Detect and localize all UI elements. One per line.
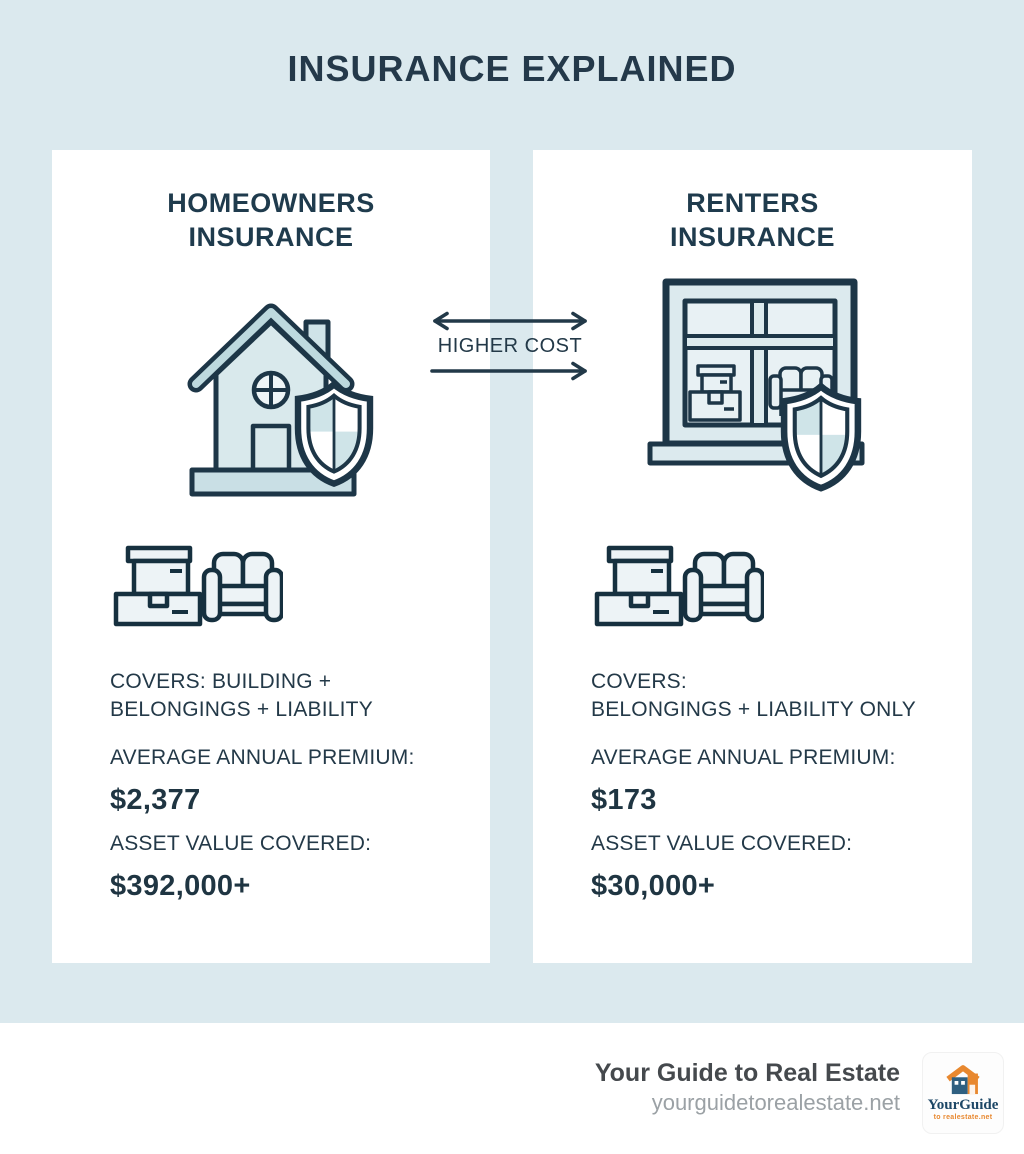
heading-line: RENTERS bbox=[686, 188, 819, 218]
covers-line: BELONGINGS + LIABILITY ONLY bbox=[591, 698, 916, 721]
premium-value: $173 bbox=[591, 784, 657, 816]
logo-tagline: to realestate.net bbox=[933, 1113, 993, 1121]
asset-label: ASSET VALUE COVERED: bbox=[110, 832, 372, 855]
renters-heading bbox=[533, 186, 972, 254]
window-with-shield-icon bbox=[533, 270, 972, 520]
asset-value: $392,000+ bbox=[110, 870, 251, 902]
page-title: INSURANCE EXPLAINED bbox=[287, 48, 737, 89]
boxes-and-couch-icon bbox=[589, 542, 972, 612]
covers-text bbox=[110, 668, 462, 724]
website-url: yourguidetorealestate.net bbox=[651, 1090, 900, 1115]
brand-name: Your Guide to Real Estate bbox=[594, 1059, 900, 1087]
premium-label: AVERAGE ANNUAL PREMIUM: bbox=[110, 746, 415, 769]
house-with-shield-icon bbox=[52, 270, 490, 520]
higher-cost-label: HIGHER COST bbox=[437, 335, 583, 357]
premium-label: AVERAGE ANNUAL PREMIUM: bbox=[591, 746, 896, 769]
asset-label: ASSET VALUE COVERED: bbox=[591, 832, 853, 855]
logo-wordmark: YourGuide bbox=[927, 1096, 999, 1113]
double-headed-arrow-icon bbox=[428, 310, 592, 332]
heading-line: INSURANCE bbox=[188, 222, 354, 252]
logo-house-icon bbox=[935, 1065, 991, 1097]
renters-card bbox=[533, 150, 972, 963]
brand-logo bbox=[922, 1052, 1004, 1134]
covers-text bbox=[591, 668, 944, 724]
homeowners-card bbox=[52, 150, 490, 963]
higher-cost-indicator bbox=[428, 310, 592, 382]
heading-line: INSURANCE bbox=[669, 222, 835, 252]
footer-text bbox=[595, 1058, 900, 1116]
asset-value: $30,000+ bbox=[591, 870, 716, 902]
homeowners-heading bbox=[52, 186, 490, 254]
premium-value: $2,377 bbox=[110, 784, 201, 816]
heading-line: HOMEOWNERS bbox=[167, 188, 375, 218]
boxes-and-couch-icon bbox=[108, 542, 490, 612]
right-arrow-icon bbox=[428, 360, 592, 382]
renters-details bbox=[591, 668, 944, 904]
covers-line: COVERS: BUILDING + bbox=[110, 670, 332, 693]
homeowners-details bbox=[110, 668, 462, 904]
covers-line: COVERS: bbox=[591, 670, 687, 693]
covers-line: BELONGINGS + LIABILITY bbox=[110, 698, 373, 721]
